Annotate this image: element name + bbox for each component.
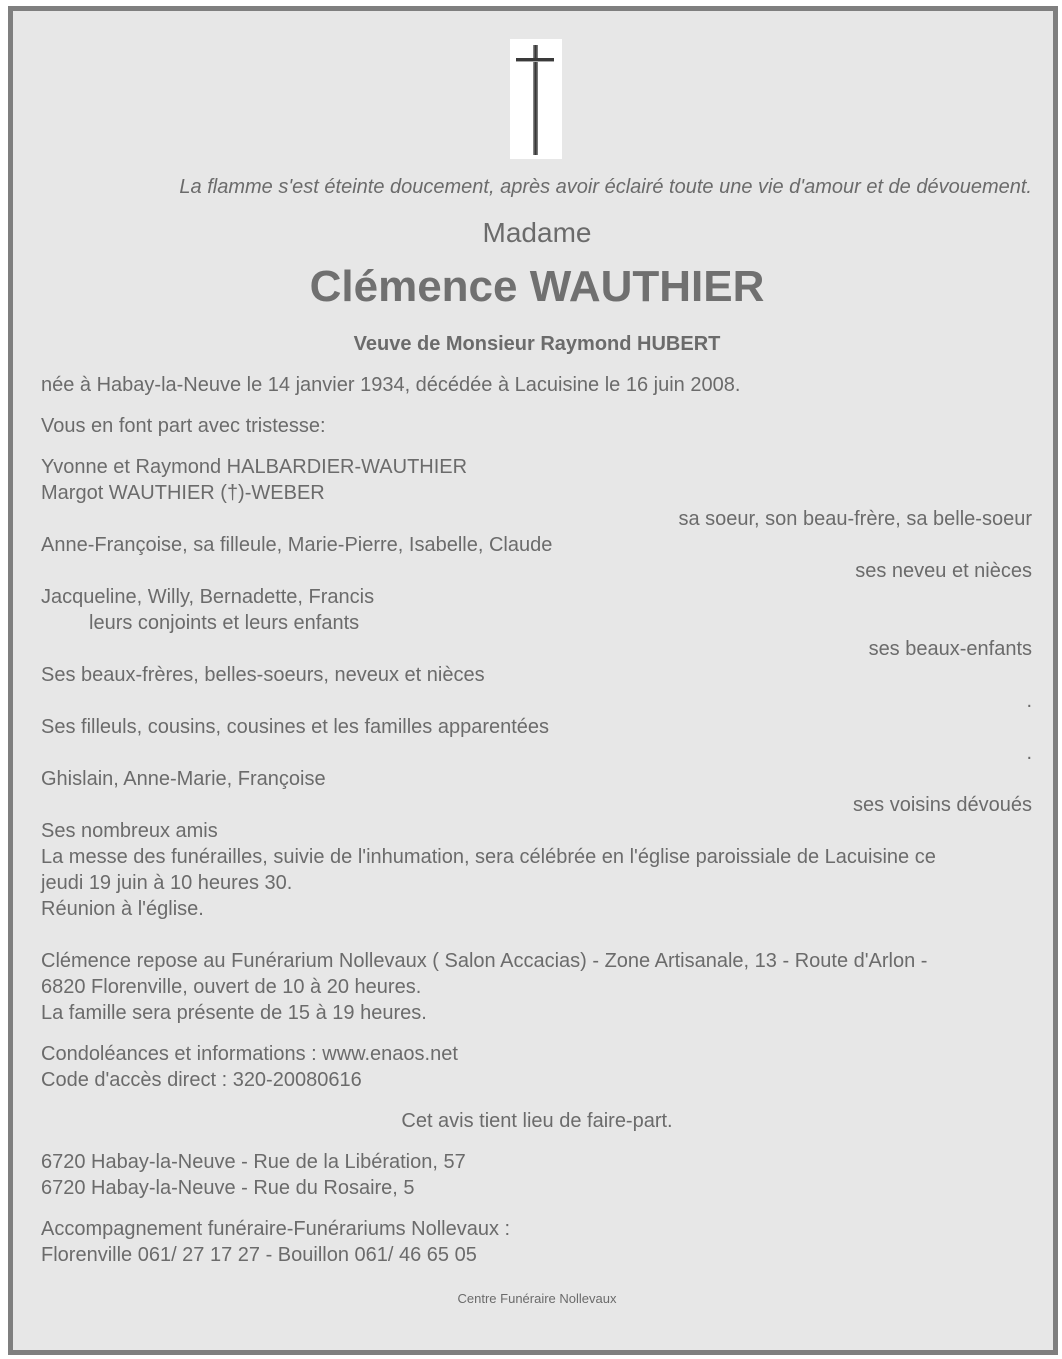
family-line: Jacqueline, Willy, Bernadette, Francis <box>41 586 375 608</box>
mass-info: Réunion à l'église. <box>41 898 204 920</box>
funeral-home: Accompagnement funéraire-Funérariums Nollevaux : <box>41 1218 511 1240</box>
access-code: Code d'accès direct : 320-20080616 <box>41 1069 362 1091</box>
widow-of: Veuve de Monsieur Raymond HUBERT <box>353 333 721 355</box>
family-relation: sa soeur, son beau-frère, sa belle-soeur <box>678 508 1032 530</box>
notice: Cet avis tient lieu de faire-part. <box>401 1110 673 1132</box>
family-relation: ses beaux-enfants <box>868 638 1032 660</box>
family-relation: ses voisins dévoués <box>853 794 1032 816</box>
repose-info: 6820 Florenville, ouvert de 10 à 20 heures. <box>41 976 422 998</box>
repose-info: Clémence repose au Funérarium Nollevaux ( Salon Accacias) - Zone Artisanale, 13 - Route d'Arlon - <box>41 950 928 972</box>
cross-icon <box>510 39 562 159</box>
honorific: Madame <box>482 217 592 248</box>
family-line: leurs conjoints et leurs enfants <box>89 612 360 634</box>
family-line: Ses beaux-frères, belles-soeurs, neveux et nièces <box>41 664 485 686</box>
quote: La flamme s'est éteinte doucement, après avoir éclairé toute une vie d'amour et de dévouement. <box>179 176 1032 198</box>
announcement: Vous en font part avec tristesse: <box>41 415 326 437</box>
mass-info: La messe des funérailles, suivie de l'inhumation, sera célébrée en l'église paroissiale de Lacuisine ce <box>41 846 936 868</box>
address: 6720 Habay-la-Neuve - Rue de la Libération, 57 <box>41 1151 466 1173</box>
cross-image <box>510 39 562 159</box>
family-line: Margot WAUTHIER (†)-WEBER <box>41 482 325 504</box>
repose-info: La famille sera présente de 15 à 19 heures. <box>41 1002 427 1024</box>
address: 6720 Habay-la-Neuve - Rue du Rosaire, 5 <box>41 1177 415 1199</box>
family-line: Ses nombreux amis <box>41 820 218 842</box>
family-relation: ses neveu et nièces <box>855 560 1032 582</box>
birth-death: née à Habay-la-Neuve le 14 janvier 1934, décédée à Lacuisine le 16 juin 2008. <box>41 374 741 396</box>
family-line: Ghislain, Anne-Marie, Françoise <box>41 768 326 790</box>
family-line: Yvonne et Raymond HALBARDIER-WAUTHIER <box>41 456 468 478</box>
obituary-card <box>8 6 1058 1355</box>
deceased-name: Clémence WAUTHIER <box>309 262 765 311</box>
family-line: Anne-Françoise, sa filleule, Marie-Pierre, Isabelle, Claude <box>41 534 553 556</box>
condolences-info: Condoléances et informations : www.enaos.net <box>41 1043 458 1065</box>
funeral-home-phones: Florenville 061/ 27 17 27 - Bouillon 061/ 46 65 05 <box>41 1244 477 1266</box>
family-relation: . <box>1026 742 1032 764</box>
mass-info: jeudi 19 juin à 10 heures 30. <box>41 872 293 894</box>
family-line: Ses filleuls, cousins, cousines et les familles apparentées <box>41 716 550 738</box>
family-relation: . <box>1026 690 1032 712</box>
footer-credit: Centre Funéraire Nollevaux <box>457 1291 617 1306</box>
